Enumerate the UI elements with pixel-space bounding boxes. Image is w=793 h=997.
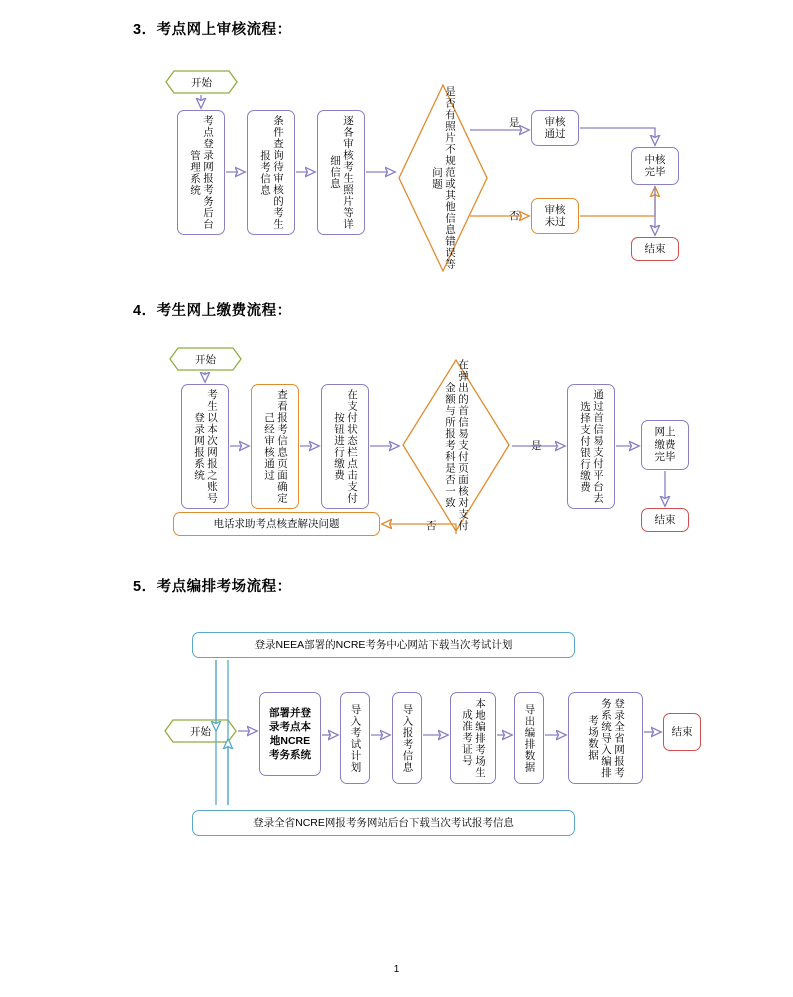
flow3-start-label: 开始 (191, 76, 212, 89)
flow5-node-deploy-label: 部署并登录考点本地NCRE考务系统 (269, 707, 311, 761)
flow5-bottom-bar-label: 登录全省NCRE网报考务网站后台下载当次考试报考信息 (253, 816, 514, 829)
flow5-node-import-plan (340, 692, 370, 784)
flow5-top-bar-label: 登录NEEA部署的NCRE考务中心网站下载当次考试计划 (254, 638, 513, 651)
flow5-bottom-bar (192, 810, 575, 836)
flow4-node-pay-click (321, 384, 369, 509)
flow3-decision-label: 是否有照片不规范或其他信息错误等问题 (431, 86, 456, 270)
flow5-node-upload (568, 692, 643, 784)
flow3-end-label: 结束 (644, 242, 666, 255)
flow3-fail-label: 审核未过 (544, 203, 566, 228)
flow3-node-login (177, 110, 225, 235)
flow3-pass-node (531, 110, 579, 146)
section-title-3: 3．考点网上审核流程： (133, 22, 292, 38)
flow4-node-login-label: 考生以本次网报之账号登录网报系统 (193, 389, 218, 504)
flow4-node-bank-pay-label: 通过首信易支付平台去选择支付银行缴费 (579, 389, 604, 504)
flow4-node-bank-pay (567, 384, 615, 509)
section-title-4: 4．考生网上缴费流程： (133, 303, 292, 319)
flow5-end-node (663, 713, 701, 751)
flow3-node-review (317, 110, 365, 235)
flow4-decision (401, 358, 511, 533)
flow4-yes-label: 是 (531, 440, 542, 452)
flow3-fail-node (531, 198, 579, 234)
flow4-node-check (251, 384, 299, 509)
flow4-start-node (169, 347, 242, 371)
flow4-node-done-label: 网上缴费完毕 (654, 426, 676, 464)
flow4-help-label: 电话求助考点核查解决问题 (213, 517, 340, 530)
flow4-end-label: 结束 (654, 513, 676, 526)
flow3-node-review-label: 逐各审核考生照片等详细信息 (329, 115, 354, 230)
section-title-5: 5．考点编排考场流程： (133, 579, 292, 595)
flow3-node-query-label: 条件查询待审核的考生报考信息 (259, 115, 284, 230)
flow4-decision-label: 在弹出的首信易支付页面核对支付金额与所报考科是否一致 (444, 359, 469, 532)
flow5-node-arrange-label: 本地编排考场生成准考证号 (461, 697, 486, 779)
flow5-node-import-plan-label: 导入考试计划 (349, 703, 362, 773)
page-number: 1 (393, 964, 400, 975)
flow4-node-pay-click-label: 在支付状态栏点击支付按钮进行缴费 (333, 389, 358, 504)
flow5-node-export-label: 导出编排数据 (523, 703, 536, 773)
flow5-end-label: 结束 (671, 725, 693, 738)
flow4-node-login (181, 384, 229, 509)
flow4-node-check-label: 查看报考信息页面确定己经审核通过 (263, 389, 288, 504)
flow5-node-upload-label: 登录全省网报考务系统导入编排考场数据 (587, 697, 625, 779)
flow3-start-node (165, 70, 238, 94)
flow3-pass-label: 审核通过 (544, 115, 566, 140)
flow4-start-label: 开始 (195, 353, 216, 366)
flow5-node-arrange (450, 692, 496, 784)
flow3-no-label: 否 (509, 210, 520, 222)
flow3-node-query (247, 110, 295, 235)
flow4-node-done (641, 420, 689, 470)
flow3-end-node (631, 237, 679, 261)
flow5-node-import-reg-label: 导入报考信息 (401, 703, 414, 773)
flow5-start-node (164, 719, 237, 743)
flow3-done-node (631, 147, 679, 185)
flow5-node-import-reg (392, 692, 422, 784)
flow3-node-login-label: 考点登录网报考务后台管理系统 (189, 115, 214, 230)
flow3-decision (397, 83, 489, 273)
flow5-node-export (514, 692, 544, 784)
flow5-top-bar (192, 632, 575, 658)
flow5-start-label: 开始 (190, 725, 211, 738)
flow3-yes-label: 是 (509, 117, 520, 129)
flow3-done-label: 中核完毕 (644, 153, 666, 178)
flow4-end-node (641, 508, 689, 532)
flow4-no-label: 否 (426, 520, 437, 532)
flow4-help-node (173, 512, 380, 536)
flow5-node-deploy (259, 692, 321, 776)
